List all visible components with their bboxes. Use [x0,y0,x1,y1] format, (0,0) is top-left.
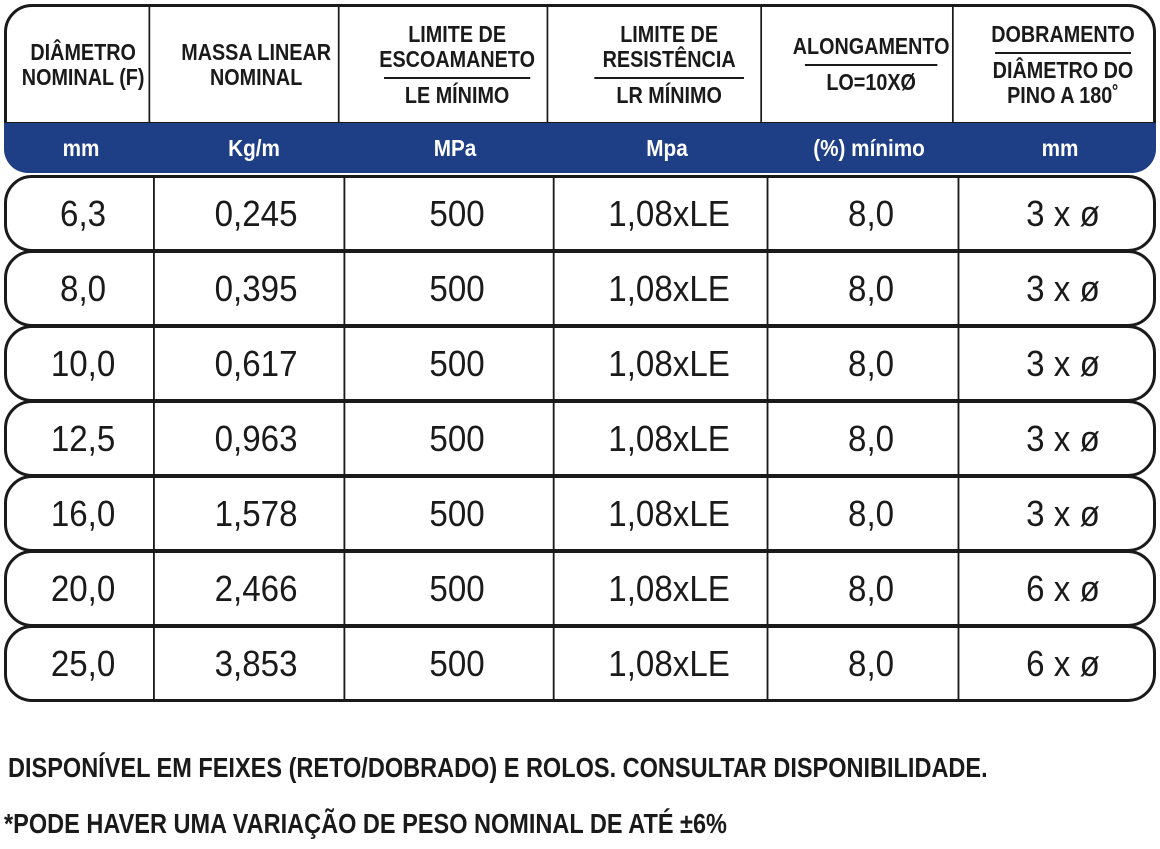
table-cell: 3 x ø [1026,267,1100,309]
table-cell: 1,08xLE [572,553,769,624]
header-resistance-limit [578,7,762,122]
table-cell: 500 [361,403,554,474]
header-yield-limit-sub: LE MÍNIMO [404,81,510,108]
table-cell: 8,0 [785,403,960,474]
table-cell: 16,0 [13,478,155,549]
unit-cell: MPa [433,134,477,161]
table-cell: 25,0 [13,628,155,699]
table-cell: 3 x ø [1026,417,1100,459]
weight-variation-note: *PODE HAVER UMA VARIAÇÃO DE PESO NOMINAL DE ATÉ ±6% [4,808,727,839]
header-elongation [790,7,953,122]
header-divider [995,52,1130,54]
table-cell: 6,3 [13,178,155,249]
table-cell: 3 x ø [1026,342,1100,384]
unit-cell: mm [62,134,100,161]
table-cell: 8,0 [785,328,960,399]
header-diameter [18,7,150,122]
table-cell: 500 [361,628,554,699]
table-cell: 0,963 [169,403,346,474]
specs-table [4,4,1156,702]
table-cell: 8,0 [785,628,960,699]
header-linear-mass-label: MASSA LINEAR NOMINAL [181,38,332,90]
header-resistance-limit-sub: LR MÍNIMO [616,81,722,108]
table-cell: 500 [361,178,554,249]
table-cell: 6 x ø [1026,567,1100,609]
header-divider [805,64,938,66]
table-cell: 2,466 [169,553,346,624]
table-cell: 20,0 [13,553,155,624]
table-cell: 3 x ø [1026,192,1100,234]
table-row [4,550,1156,627]
table-cell: 0,245 [169,178,346,249]
table-row [4,400,1156,477]
table-cell: 8,0 [785,553,960,624]
table-cell: 1,08xLE [572,403,769,474]
table-cell: 0,395 [169,253,346,324]
table-row [4,325,1156,402]
header-diameter-label: DIÂMETRO NOMINAL (F) [21,38,145,90]
table-cell: 8,0 [785,178,960,249]
header-resistance-limit-label: LIMITE DE RESISTÊNCIA [602,20,736,72]
header-elongation-sub: LO=10XØ [826,69,916,95]
table-cell: 1,08xLE [572,628,769,699]
table-cell: 8,0 [785,478,960,549]
table-cell: 3 x ø [1026,492,1100,534]
header-bending [980,7,1145,122]
table-cell: 500 [361,253,554,324]
table-row [4,625,1156,702]
table-body [4,175,1156,702]
table-row [4,175,1156,252]
table-cell: 3,853 [169,628,346,699]
table-cell: 1,08xLE [572,478,769,549]
table-cell: 1,08xLE [572,253,769,324]
unit-cell: Kg/m [228,134,280,161]
table-cell: 8,0 [785,253,960,324]
table-cell: 1,578 [169,478,346,549]
units-band [4,123,1156,173]
table-row [4,250,1156,327]
table-cell: 500 [361,328,554,399]
table-cell: 0,617 [169,328,346,399]
header-yield-limit [368,7,549,122]
table-header [4,4,1156,125]
header-yield-limit-label: LIMITE DE ESCOAMANETO [379,20,535,72]
table-cell: 12,5 [13,403,155,474]
table-cell: 10,0 [13,328,155,399]
table-cell: 6 x ø [1026,642,1100,684]
unit-cell: mm [1041,134,1079,161]
header-bending-sub: DIÂMETRO DO PINO A 180˚ [992,56,1134,108]
table-cell: 1,08xLE [572,178,769,249]
header-divider [384,77,531,79]
table-row [4,475,1156,552]
header-linear-mass [174,7,339,122]
table-cell: 500 [361,478,554,549]
header-divider [594,77,743,79]
unit-cell: (%) mínimo [813,134,925,161]
unit-cell: Mpa [646,134,688,161]
table-cell: 8,0 [13,253,155,324]
table-cell: 500 [361,553,554,624]
header-bending-label: DOBRAMENTO [991,20,1135,47]
header-elongation-label: ALONGAMENTO [792,33,950,59]
table-cell: 1,08xLE [572,328,769,399]
availability-note: DISPONÍVEL EM FEIXES (RETO/DOBRADO) E ROLOS. CONSULTAR DISPONIBILIDADE. [8,752,988,783]
